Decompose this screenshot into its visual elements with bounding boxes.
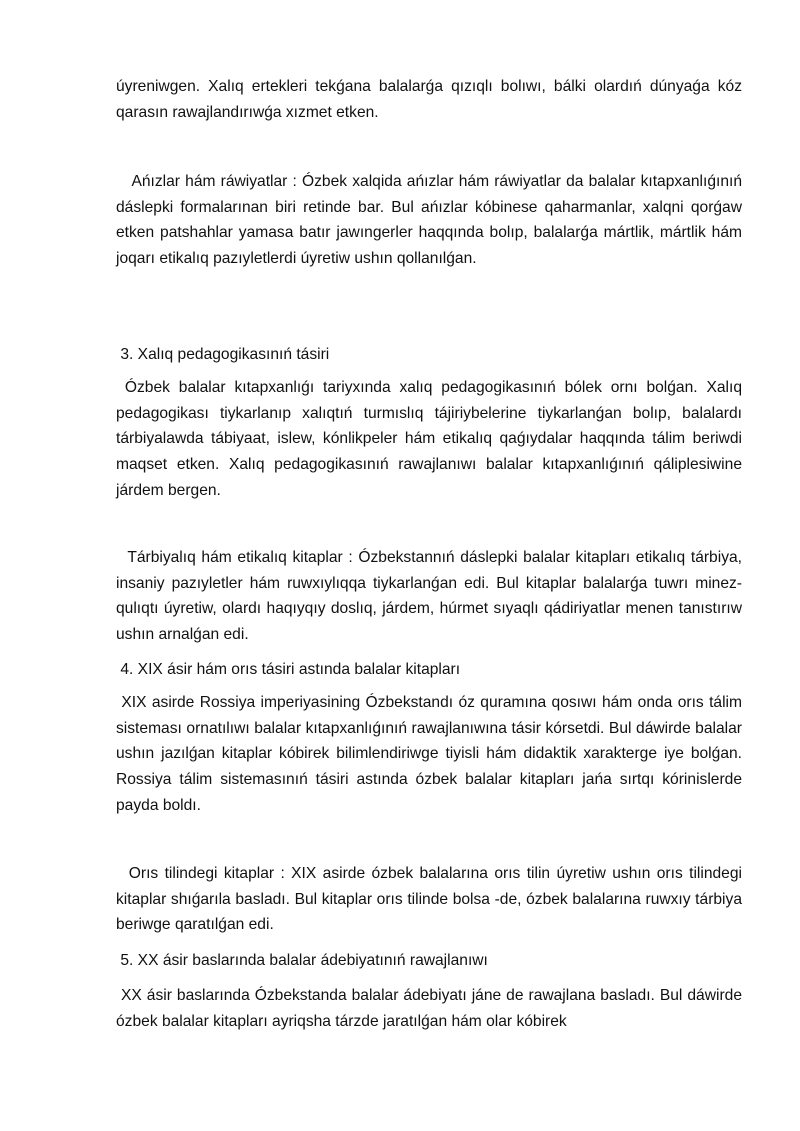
paragraph-russian-books: Orıs tilindegi kitaplar : XIX asirde ózbek balalarına orıs tilin úyretiw ushın orıs tilindegi kitaplar shıǵarıla basladı. Bul kitaplar orıs tilinde bolsa -de, ózbek balalarına ruwxıy tárbiya beriwge qaratılǵan edi. xyxy=(116,865,747,934)
paragraph-folk-pedagogy: Ózbek balalar kıtapxanlıǵı tariyxında xalıq pedagogikasınıń bólek ornı bolǵan. Xalıq pedagogikası tiykarlanıp xalıqtıń turmıslıq tájiriybelerine tiykarlanǵan bolıp, balalardı tárbiyalawda tábiyaat, islew, kónlikpeler hám etikalıq qaǵıydalar haqqında tálim beriwdi maqset etken. Xalıq pedagogikasınıń rawajlanıwı balalar kıtapxanlıǵınıń qáliplesiwine járdem bergen. xyxy=(116,379,747,499)
paragraph-folk-tales-end: úyreniwgen. Xalıq ertekleri tekǵana balalarǵa qızıqlı bolıwı, bálki olardıń dúnyaǵa kóz qarasın rawajlandırıwǵa xızmet etken. xyxy=(116,78,742,121)
paragraph-19th-century: XIX asirde Rossiya imperiyasining Ózbekstandı óz quramına qosıwı hám onda orıs tálim sisteması ornatılıwı balalar kıtapxanlıǵınıń rawajlanıwına tásir kórsetdi. Bul dáwirde balalar ushın jazılǵan kitaplar kóbirek bilimlendiriwge tiyisli hám didaktik xarakterge iye bolǵan. Rossiya tálim sistemasınıń tásiri astında ózbek balalar kitapları jańa sırtqı kórinislerde payda boldı. xyxy=(116,694,747,814)
heading-section-5: 5. XX ásir baslarında balalar ádebiyatınıń rawajlanıwı xyxy=(116,952,488,969)
paragraph-ethical-books: Tárbiyalıq hám etikalıq kitaplar : Ózbekstannıń dáslepki balalar kitapları etikalıq tárbiya, insaniy pazıyletler hám ruwxıylıqqa tiykarlanǵan edi. Bul kitaplar balalarǵa tuwrı minez-qulıqtı úyretiw, olardı haqıyqıy doslıq, járdem, húrmet sıyaqlı qádiriyatlar menen tanıstırıw ushın arnalǵan edi. xyxy=(116,549,747,644)
heading-section-4: 4. XIX ásir hám orıs tásiri astında balalar kitapları xyxy=(116,661,461,678)
heading-section-3: 3. Xalıq pedagogikasınıń tásiri xyxy=(116,346,330,363)
paragraph-20th-century: XX ásir baslarında Ózbekstanda balalar ádebiyatı jáne de rawajlana basladı. Bul dáwirde ózbek balalar kitapları ayriqsha tárzde jaratılǵan hám olar kóbirek xyxy=(116,987,747,1030)
paragraph-legends: Ańızlar hám ráwiyatlar : Ózbek xalqida ańızlar hám ráwiyatlar da balalar kıtapxanlıǵınıń dáslepki formalarınan biri retinde bar. Bul ańızlar kóbinese qaharmanlar, xalqni qorǵaw etken patshahlar yamasa batır jawıngerler haqqında bolıp, balalarǵa mártlik, mártlik hám joqarı etikalıq pazıyletlerdi úyretiw ushın qollanılǵan. xyxy=(116,173,747,268)
document-page xyxy=(116,0,747,1131)
